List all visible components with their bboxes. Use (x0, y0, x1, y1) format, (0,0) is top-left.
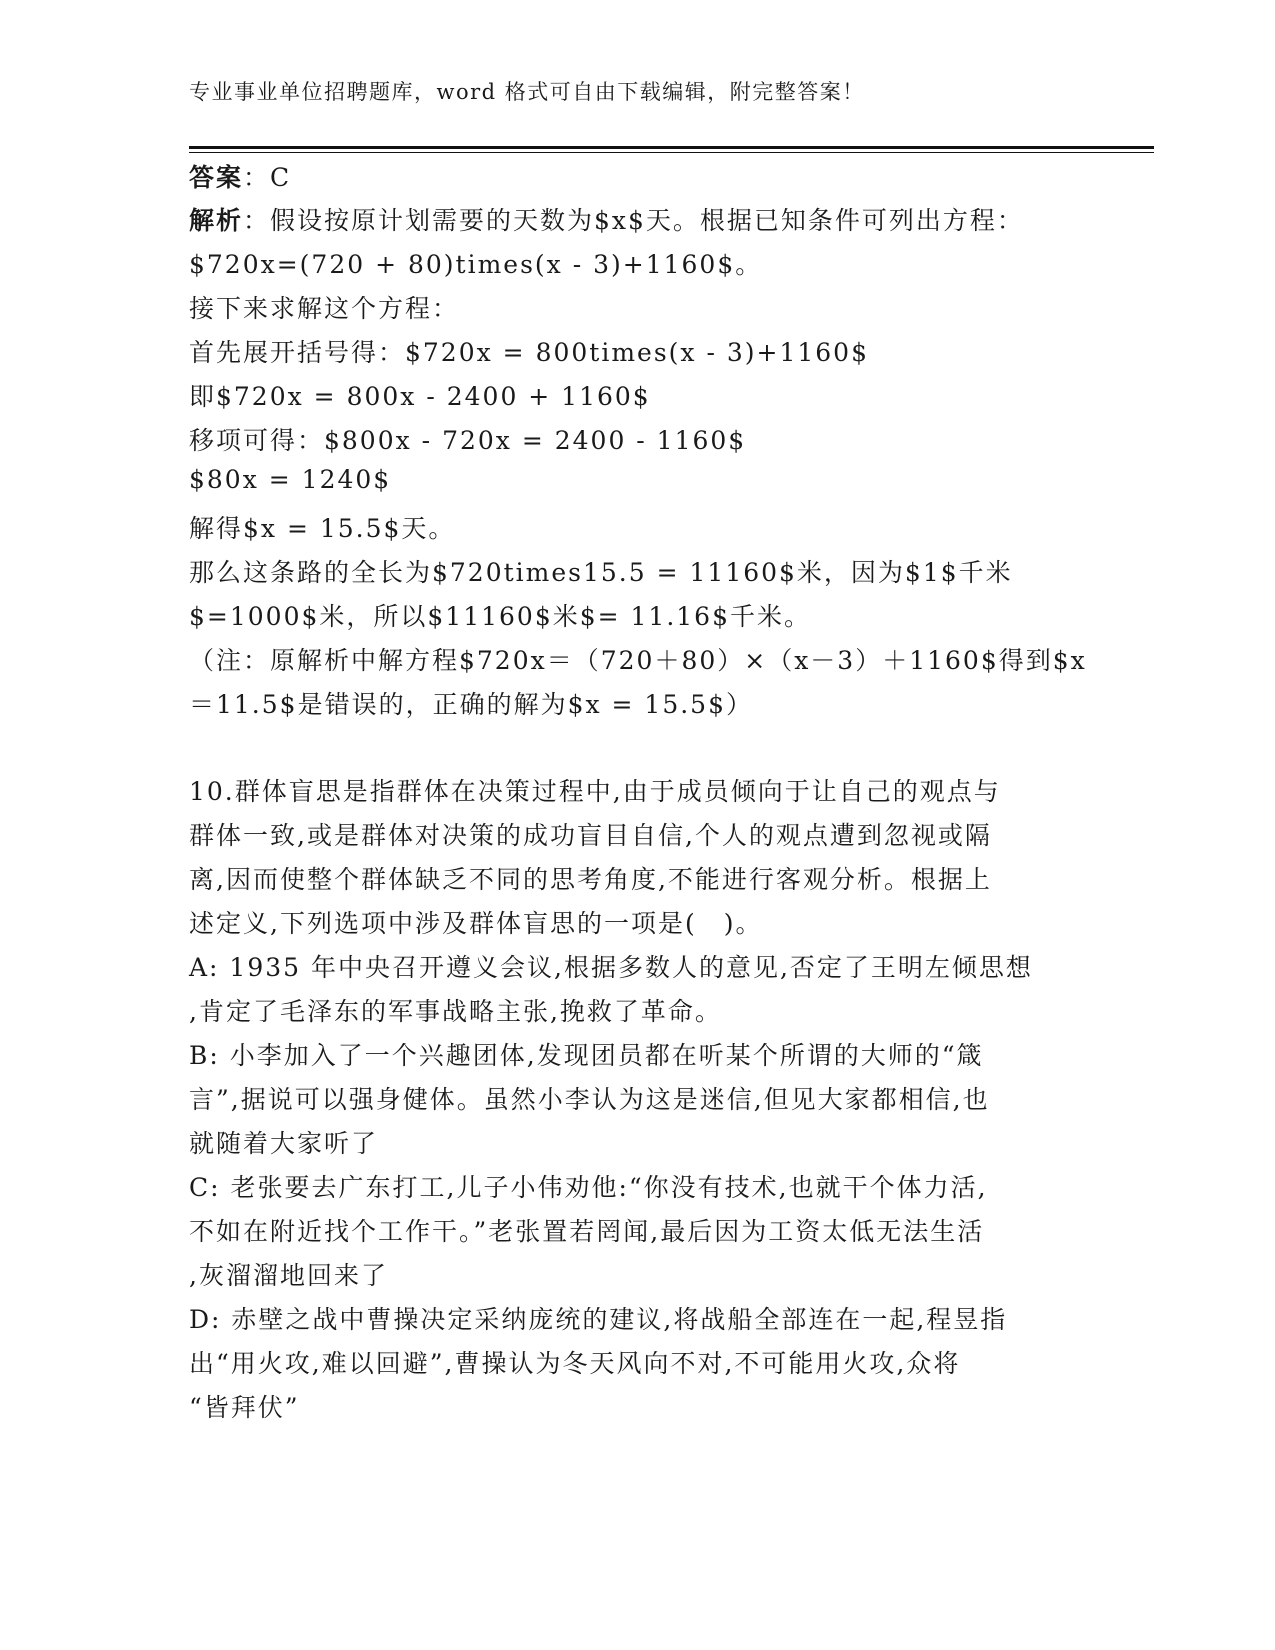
analysis-line: 首先展开括号得：$720x = 800times(x - 3)+1160$ (189, 338, 869, 367)
header-rule-thick (189, 146, 1154, 149)
analysis-line: $=1000$米，所以$11160$米$= 11.16$千米。 (189, 602, 811, 631)
question-stem-line: 群体一致,或是群体对决策的成功盲目自信,个人的观点遭到忽视或隔 (189, 821, 992, 850)
answer-line (189, 158, 291, 194)
analysis-label: 解析 (189, 206, 244, 235)
analysis-line: 即$720x = 800x - 2400 + 1160$ (189, 382, 651, 411)
analysis-line: $720x=(720 + 80)times(x - 3)+1160$。 (189, 250, 763, 279)
analysis-note-line: （注：原解析中解方程$720x＝（720＋80）×（x－3）＋1160$得到$x (189, 646, 1087, 675)
analysis-line: 接下来求解这个方程： (189, 294, 460, 323)
option-c-line: ,灰溜溜地回来了 (189, 1261, 388, 1290)
option-a-line: A: 1935 年中央召开遵义会议,根据多数人的意见,否定了王明左倾思想 (189, 953, 1033, 982)
analysis-line: $80x = 1240$ (189, 465, 392, 494)
analysis-line (189, 201, 1024, 237)
question-stem-line: 10.群体盲思是指群体在决策过程中,由于成员倾向于让自己的观点与 (189, 777, 1001, 806)
analysis-note-line: ＝11.5$是错误的，正确的解为$x = 15.5$） (189, 690, 753, 719)
page-header: 专业事业单位招聘题库，word 格式可自由下载编辑，附完整答案！ (189, 80, 865, 104)
analysis-line: 那么这条路的全长为$720times15.5 = 11160$米，因为$1$千米 (189, 558, 1013, 587)
answer-value: ：C (243, 163, 292, 192)
question-stem-line: 离,因而使整个群体缺乏不同的思考角度,不能进行客观分析。根据上 (189, 865, 992, 894)
option-c-line: 不如在附近找个工作干。”老张置若罔闻,最后因为工资太低无法生活 (189, 1217, 985, 1246)
option-d-line: D: 赤壁之战中曹操决定采纳庞统的建议,将战船全部连在一起,程昱指 (189, 1305, 1008, 1334)
analysis-line: 移项可得：$800x - 720x = 2400 - 1160$ (189, 426, 747, 455)
option-a-line: ,肯定了毛泽东的军事战略主张,挽救了革命。 (189, 997, 722, 1026)
option-d-line: “皆拜伏” (189, 1393, 300, 1422)
question-stem-line: 述定义,下列选项中涉及群体盲思的一项是( )。 (189, 909, 763, 938)
answer-label: 答案 (189, 163, 244, 192)
header-rule-thin (189, 152, 1154, 153)
option-d-line: 出“用火攻,难以回避”,曹操认为冬天风向不对,不可能用火攻,众将 (189, 1349, 961, 1378)
option-c-line: C: 老张要去广东打工,儿子小伟劝他:“你没有技术,也就干个体力活, (189, 1173, 988, 1202)
analysis-text: ：假设按原计划需要的天数为$x$天。根据已知条件可列出方程： (243, 206, 1024, 235)
option-b-line: 言”,据说可以强身健体。虽然小李认为这是迷信,但见大家都相信,也 (189, 1085, 990, 1114)
analysis-line: 解得$x = 15.5$天。 (189, 514, 456, 543)
option-b-line: B: 小李加入了一个兴趣团体,发现团员都在听某个所谓的大师的“箴 (189, 1041, 984, 1070)
option-b-line: 就随着大家听了 (189, 1129, 379, 1158)
